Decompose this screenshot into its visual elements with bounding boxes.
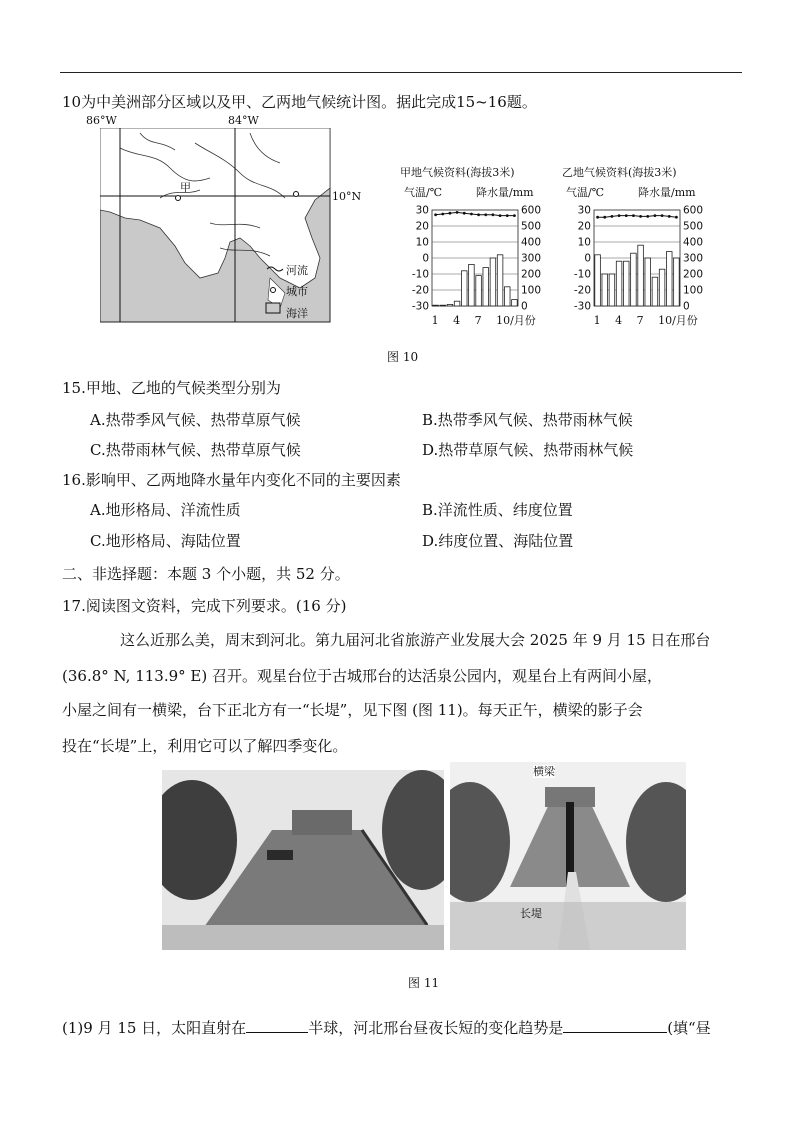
precip-bar xyxy=(616,261,622,306)
temperature-point xyxy=(632,214,635,217)
passage-line-4: 投在“长堤”上，利用它可以了解四季变化。 xyxy=(62,737,348,755)
temp-tick-label: 20 xyxy=(415,220,429,233)
temperature-point xyxy=(611,215,614,218)
precip-tick-label: 300 xyxy=(521,252,542,265)
precip-bar xyxy=(666,252,672,306)
precip-bar xyxy=(638,245,644,306)
q17-1-line xyxy=(62,1018,711,1038)
fig11-caption: 图 11 xyxy=(408,976,440,990)
answer-blank-hemisphere[interactable] xyxy=(246,1018,308,1033)
chart-jia-title: 甲地气候资料(海拔3米) xyxy=(400,166,515,179)
temperature-point xyxy=(654,214,657,217)
precip-bar xyxy=(469,264,475,306)
precip-bar xyxy=(461,271,467,306)
temperature-point xyxy=(456,211,459,214)
x-tick-label: 10/月份 xyxy=(658,314,698,327)
temperature-point xyxy=(484,213,487,216)
chart-jia-precip-label: 降水量/mm xyxy=(476,186,534,199)
temp-tick-label: 20 xyxy=(577,220,591,233)
label-beam: 横梁 xyxy=(533,765,555,778)
temp-tick-label: -10 xyxy=(411,268,429,281)
chart-yi-precip-label: 降水量/mm xyxy=(638,186,696,199)
q15-option-d[interactable]: D.热带草原气候、热带雨林气候 xyxy=(422,441,634,459)
legend-ocean-label: 海洋 xyxy=(286,307,308,320)
passage-line-1: 这么近那么美，周末到河北。第九届河北省旅游产业发展大会 2025 年 9 月 15 日在邢台 xyxy=(120,631,711,649)
precip-bar xyxy=(609,274,615,306)
temp-tick-label: 10 xyxy=(577,236,591,249)
precip-tick-label: 500 xyxy=(521,220,542,233)
precip-tick-label: 400 xyxy=(683,236,704,249)
precip-tick-label: 600 xyxy=(683,204,704,217)
temperature-point xyxy=(463,212,466,215)
precip-bar xyxy=(652,277,658,306)
precip-bar xyxy=(490,258,496,306)
q17-1-text-2: 半球，河北邢台昼夜长短的变化趋势是 xyxy=(308,1019,564,1037)
precip-tick-label: 200 xyxy=(521,268,542,281)
lon-label-84w: 84°W xyxy=(228,114,259,127)
q15-option-b[interactable]: B.热带季风气候、热带雨林气候 xyxy=(422,411,633,429)
chart-jia-plot xyxy=(400,204,550,314)
x-tick-label: 7 xyxy=(636,314,644,327)
q16-option-c[interactable]: C.地形格局、海陆位置 xyxy=(90,532,241,550)
temp-tick-label: -10 xyxy=(573,268,591,281)
q16-stem: 16.影响甲、乙两地降水量年内变化不同的主要因素 xyxy=(62,471,401,489)
temperature-point xyxy=(661,214,664,217)
temperature-point xyxy=(499,214,502,217)
precip-bar xyxy=(447,304,453,306)
passage-line-2: (36.8° N, 113.9° E) 召开。观星台位于古城邢台的达活泉公园内，观星台上有两间小屋， xyxy=(62,667,663,685)
precip-bar xyxy=(595,255,601,306)
precip-bar xyxy=(454,301,460,306)
temp-tick-label: -30 xyxy=(573,300,591,313)
fig10-caption: 图 10 xyxy=(387,350,419,364)
q16-option-b[interactable]: B.洋流性质、纬度位置 xyxy=(422,501,573,519)
temperature-point xyxy=(470,213,473,216)
temperature-point xyxy=(477,213,480,216)
answer-blank-trend[interactable] xyxy=(563,1018,667,1033)
precip-bar xyxy=(645,258,651,306)
precip-tick-label: 400 xyxy=(521,236,542,249)
temperature-point xyxy=(639,215,642,218)
passage-line-3: 小屋之间有一横梁，台下正北方有一“长堤”，见下图 (图 11)。每天正午，横梁的影子会 xyxy=(62,701,643,719)
photo-observatory-side xyxy=(162,770,444,950)
precip-bar xyxy=(433,305,439,306)
temp-tick-label: -20 xyxy=(411,284,429,297)
precip-bar xyxy=(512,300,518,306)
precip-bar xyxy=(440,305,446,306)
label-dike: 长堤 xyxy=(520,907,542,920)
precip-bar xyxy=(602,274,608,306)
lat-label-10n: 10°N xyxy=(332,190,362,203)
precip-bar xyxy=(504,287,510,306)
photo-observatory-front xyxy=(450,762,686,950)
x-tick-label: 4 xyxy=(453,314,461,327)
precip-tick-label: 600 xyxy=(521,204,542,217)
precip-bar xyxy=(623,261,629,306)
precip-bar xyxy=(659,269,665,306)
temperature-point xyxy=(618,214,621,217)
q15-option-c[interactable]: C.热带雨林气候、热带草原气候 xyxy=(90,441,301,459)
temp-tick-label: -30 xyxy=(411,300,429,313)
temperature-point xyxy=(513,214,516,217)
label-jia: 甲 xyxy=(180,181,191,194)
precip-tick-label: 0 xyxy=(683,300,690,313)
chart-yi-plot xyxy=(562,204,712,314)
x-tick-label: 1 xyxy=(593,314,601,327)
temperature-point xyxy=(441,213,444,216)
temp-tick-label: 10 xyxy=(415,236,429,249)
temperature-point xyxy=(675,216,678,219)
temperature-point xyxy=(492,213,495,216)
precip-bar xyxy=(674,258,680,306)
temp-tick-label: 30 xyxy=(415,204,429,217)
q17-title: 17.阅读图文资料，完成下列要求。(16 分) xyxy=(62,597,347,615)
header-rule xyxy=(60,72,742,73)
q15-option-a[interactable]: A.热带季风气候、热带草原气候 xyxy=(90,411,301,429)
climate-chart-jia xyxy=(400,166,550,336)
precip-tick-label: 100 xyxy=(521,284,542,297)
precip-bar xyxy=(631,253,637,306)
q16-option-d[interactable]: D.纬度位置、海陆位置 xyxy=(422,532,574,550)
climate-chart-yi xyxy=(562,166,712,336)
precip-bar xyxy=(497,255,503,306)
temp-tick-label: 30 xyxy=(577,204,591,217)
precip-tick-label: 500 xyxy=(683,220,704,233)
q17-1-text-3: (填“昼 xyxy=(667,1019,711,1037)
temperature-point xyxy=(603,216,606,219)
central-america-map xyxy=(86,112,362,334)
temperature-point xyxy=(434,213,437,216)
chart-yi-title: 乙地气候资料(海拔3米) xyxy=(562,166,677,179)
precip-tick-label: 100 xyxy=(683,284,704,297)
q17-1-text-1: (1)9 月 15 日，太阳直射在 xyxy=(62,1019,247,1037)
legend-city-label: 城市 xyxy=(286,285,308,298)
intro-text: 10为中美洲部分区域以及甲、乙两地气候统计图。据此完成15~16题。 xyxy=(62,93,537,111)
lon-label-86w: 86°W xyxy=(86,114,117,127)
temperature-point xyxy=(506,214,509,217)
chart-yi-temp-label: 气温/℃ xyxy=(566,186,605,199)
precip-tick-label: 300 xyxy=(683,252,704,265)
temperature-point xyxy=(668,215,671,218)
temp-tick-label: 0 xyxy=(422,252,429,265)
temperature-point xyxy=(625,214,628,217)
temperature-point xyxy=(449,212,452,215)
x-tick-label: 10/月份 xyxy=(496,314,536,327)
x-tick-label: 1 xyxy=(431,314,439,327)
q15-stem: 15.甲地、乙地的气候类型分别为 xyxy=(62,379,281,397)
temperature-point xyxy=(646,215,649,218)
x-tick-label: 7 xyxy=(474,314,482,327)
legend-river-label: 河流 xyxy=(286,264,308,277)
precip-bar xyxy=(476,276,482,306)
temp-tick-label: 0 xyxy=(584,252,591,265)
q16-option-a[interactable]: A.地形格局、洋流性质 xyxy=(90,501,241,519)
precip-tick-label: 0 xyxy=(521,300,528,313)
precip-bar xyxy=(483,268,489,306)
section-2-heading: 二、非选择题：本题 3 个小题，共 52 分。 xyxy=(62,565,350,583)
temp-tick-label: -20 xyxy=(573,284,591,297)
chart-jia-temp-label: 气温/℃ xyxy=(404,186,443,199)
x-tick-label: 4 xyxy=(615,314,623,327)
precip-tick-label: 200 xyxy=(683,268,704,281)
temperature-point xyxy=(596,216,599,219)
